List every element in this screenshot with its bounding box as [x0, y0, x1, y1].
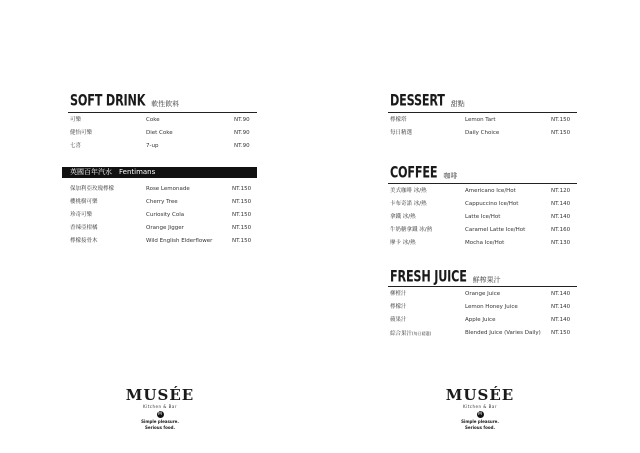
item-name-zh: 蘋果汁: [390, 317, 407, 323]
item-name-en: Apple Juice: [465, 317, 496, 323]
item-name-en: Orange Juice: [465, 291, 501, 297]
item-price: NT.150: [551, 130, 571, 136]
item-name-en: Mocha Ice/Hot: [465, 240, 505, 246]
menu-item: [68, 140, 257, 153]
section-divider: [388, 112, 577, 113]
item-price: NT.150: [232, 238, 252, 244]
logo-badge-icon: M: [478, 412, 482, 417]
musee-logo: [125, 388, 195, 430]
menu-item: [68, 235, 257, 248]
item-name-en: Cappuccino Ice/Hot: [465, 201, 519, 207]
logo-wordmark: MUSÉE: [125, 386, 195, 404]
menu-item: [388, 114, 577, 127]
menu-item: [68, 196, 257, 209]
fentimans-list: [68, 183, 257, 248]
dessert-header: [390, 90, 465, 109]
item-name-en: 7-up: [146, 143, 159, 149]
item-name-zh: 卡布奇諾 冰/熱: [390, 201, 427, 207]
menu-item: [388, 127, 577, 140]
soft-drink-list: [68, 114, 257, 153]
item-name-zh: 摩卡 冰/熱: [390, 240, 416, 246]
section-divider: [388, 183, 577, 184]
section-divider: [388, 286, 577, 287]
fresh-juice-header: [390, 266, 501, 285]
item-name-zh: 香辣亞柑橘: [70, 225, 98, 231]
item-price: NT.160: [551, 227, 571, 233]
item-name-zh: 柳橙汁: [390, 291, 407, 297]
item-price: NT.140: [551, 304, 571, 310]
item-name-en: Rose Lemonade: [146, 186, 190, 192]
menu-item: [388, 237, 577, 250]
section-title: DESSERT: [390, 90, 445, 109]
item-name-en: Cherry Tree: [146, 199, 178, 205]
item-name-en: Blended Juice (Varies Daily): [465, 330, 541, 336]
section-subtitle: 甜點: [450, 100, 465, 108]
fresh-juice-list: [388, 288, 577, 340]
item-price: NT.150: [232, 186, 252, 192]
coffee-header: [390, 162, 458, 181]
section-title: FRESH JUICE: [390, 266, 467, 285]
item-price: NT.140: [551, 317, 571, 323]
item-name-en: Curiosity Cola: [146, 212, 185, 218]
item-name-zh: 櫻桃樹可樂: [70, 199, 98, 205]
logo-tagline-2: Serious food.: [145, 425, 175, 430]
item-name-zh: 保加利亞玫瑰檸檬: [70, 186, 115, 192]
item-name-zh: [390, 327, 431, 341]
item-price: NT.140: [551, 214, 571, 220]
item-price: NT.90: [234, 117, 250, 123]
item-price: NT.90: [234, 130, 250, 136]
logo-badge-icon: M: [158, 412, 162, 417]
item-name-zh: 檸檬汁: [390, 304, 407, 310]
logo-subtitle: Kitchen & Bar: [462, 404, 498, 409]
item-price: NT.150: [232, 212, 252, 218]
menu-item: [388, 211, 577, 224]
menu-item: [388, 224, 577, 237]
menu-item: [388, 185, 577, 198]
item-price: NT.140: [551, 201, 571, 207]
item-name-en: Wild English Elderflower: [146, 238, 213, 244]
item-name-zh: 牛奶糖拿鐵 冰/熱: [390, 227, 433, 233]
menu-item: [388, 327, 577, 340]
item-price: NT.150: [232, 199, 252, 205]
menu-item: [388, 198, 577, 211]
logo-subtitle: Kitchen & Bar: [142, 404, 178, 409]
item-price: NT.120: [551, 188, 571, 194]
fentimans-header-bar: 英國百年汽水 Fentimans: [62, 167, 257, 178]
menu-item: [388, 288, 577, 301]
logo-tagline-1: Simple pleasure.: [461, 419, 499, 424]
section-subtitle: 咖啡: [443, 172, 458, 180]
dessert-list: [388, 114, 577, 140]
item-price: NT.150: [232, 225, 252, 231]
item-price: NT.130: [551, 240, 571, 246]
item-name-en: Diet Coke: [146, 130, 173, 136]
right-menu-page: [320, 0, 640, 453]
logo-wordmark: MUSÉE: [445, 386, 515, 404]
section-divider: [68, 112, 257, 113]
item-name-en: Orange Jigger: [146, 225, 184, 231]
soft-drink-header: [70, 90, 180, 109]
item-name-zh: 美式咖啡 冰/熱: [390, 188, 427, 194]
coffee-list: [388, 185, 577, 250]
item-name-zh: 可樂: [70, 117, 82, 123]
menu-item: [388, 301, 577, 314]
item-name-en: Latte Ice/Hot: [465, 214, 501, 220]
item-name-zh-main: 綜合果汁: [390, 331, 413, 337]
item-name-zh: 每日精選: [390, 130, 413, 136]
section-title: COFFEE: [390, 162, 438, 181]
item-name-en: Americano Ice/Hot: [465, 188, 516, 194]
item-name-en: Lemon Honey Juice: [465, 304, 518, 310]
section-title: SOFT DRINK: [70, 90, 146, 109]
section-subtitle: 鮮榨果汁: [472, 276, 501, 284]
item-name-en: Caramel Latte Ice/Hot: [465, 227, 526, 233]
item-name-en: Coke: [146, 117, 160, 123]
item-price: NT.140: [551, 291, 571, 297]
item-price: NT.150: [551, 330, 571, 336]
menu-item: [68, 183, 257, 196]
item-price: NT.150: [551, 117, 571, 123]
item-price: NT.90: [234, 143, 250, 149]
menu-item: [68, 127, 257, 140]
item-name-en: Lemon Tart: [465, 117, 496, 123]
logo-tagline-1: Simple pleasure.: [141, 419, 179, 424]
section-subtitle: 軟性飲料: [151, 100, 180, 108]
menu-item: [388, 314, 577, 327]
item-name-zh: 檸檬塔: [390, 117, 407, 123]
menu-item: [68, 209, 257, 222]
menu-item: [68, 114, 257, 127]
item-name-zh: 珍奇可樂: [70, 212, 93, 218]
item-name-zh: 七喜: [70, 143, 82, 149]
musee-logo: [445, 388, 515, 430]
item-name-zh: 拿鐵 冰/熱: [390, 214, 416, 220]
menu-item: [68, 222, 257, 235]
item-name-zh-note: (每日精選): [412, 331, 432, 336]
item-name-zh: 檸檬接骨木: [70, 238, 98, 244]
item-name-en: Daily Choice: [465, 130, 500, 136]
item-name-zh: 健怡可樂: [70, 130, 93, 136]
logo-tagline-2: Serious food.: [465, 425, 495, 430]
